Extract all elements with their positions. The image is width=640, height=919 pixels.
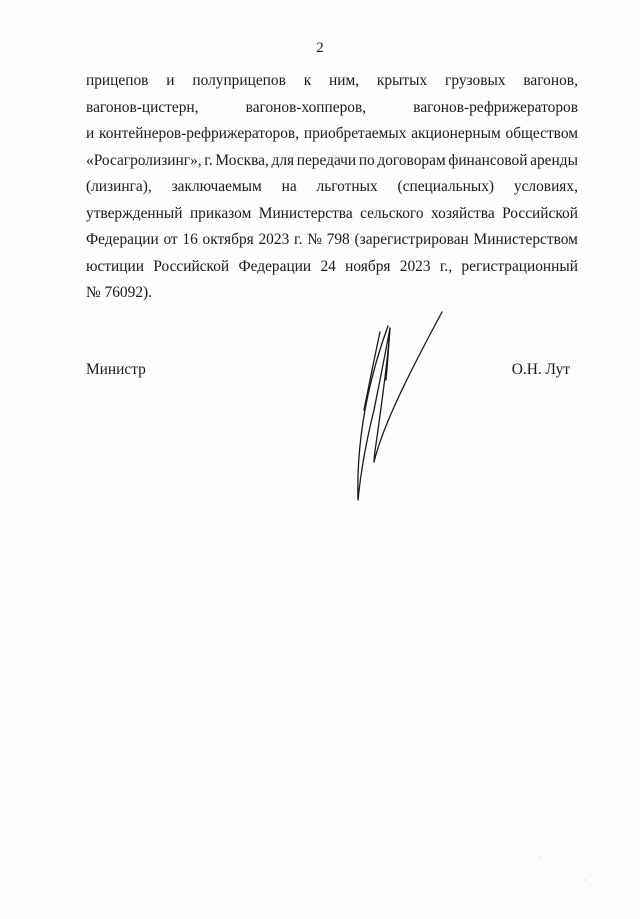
word: 24 [320, 257, 336, 275]
word: по [358, 151, 375, 169]
word: г., [439, 257, 453, 275]
word: и [166, 72, 175, 89]
signatory-name: О.Н. Лут [511, 361, 570, 378]
word: приказом [189, 204, 252, 222]
paragraph-line [86, 201, 578, 228]
paragraph-line [86, 174, 578, 201]
word: регистрационный [461, 257, 578, 275]
word: 16 [182, 231, 198, 248]
signatory-title: Министр [86, 361, 146, 378]
word: (лизинга), [86, 178, 152, 195]
word: вагонов-рефрижераторов [413, 98, 578, 116]
word: договорам [377, 151, 446, 169]
word: прицепов [86, 72, 149, 89]
word: Федерации [238, 257, 312, 275]
word: льготных [316, 178, 378, 195]
word: Министерства [258, 204, 353, 222]
word: утвержденный [86, 204, 183, 222]
word: сельского [360, 204, 424, 222]
word: грузовых [445, 72, 506, 89]
word: к [303, 72, 312, 89]
word: № [307, 231, 322, 248]
word: ним, [329, 72, 360, 89]
word: (специальных) [397, 178, 495, 195]
word: финансовой [448, 151, 528, 169]
word: Федерации [86, 231, 159, 248]
word: вагонов-цистерн, [86, 98, 199, 116]
word: аренды [530, 151, 578, 169]
word: на [281, 178, 297, 195]
word: г. [204, 151, 213, 169]
word: заключаемым [171, 178, 262, 195]
word: 2023 [258, 231, 290, 248]
word: Москва, [215, 151, 269, 169]
body-paragraph [86, 68, 578, 307]
word: акционерным [411, 125, 501, 142]
word: 2023 [399, 257, 431, 275]
word: 798 [326, 231, 350, 248]
word: юстиции [86, 257, 145, 275]
handwritten-signature [330, 310, 460, 510]
page-number: 2 [316, 40, 324, 56]
word: и [86, 125, 95, 142]
word: Российской [502, 204, 578, 222]
word: (зарегистрирован [354, 231, 469, 248]
paragraph-line [86, 95, 578, 122]
word: г. [294, 231, 303, 248]
word: хозяйства [431, 204, 495, 222]
word: ноября [345, 257, 391, 275]
word: «Росагролизинг», [86, 151, 202, 169]
word: октября [202, 231, 254, 248]
paragraph-line [86, 68, 578, 95]
word: для [271, 151, 295, 169]
word: передачи [296, 151, 357, 169]
word: контейнеров-рефрижераторов, [99, 125, 300, 142]
word: Российской [153, 257, 230, 275]
word: Министерством [473, 231, 578, 248]
word: вагонов-хопперов, [245, 98, 367, 116]
word: приобретаемых [303, 125, 407, 142]
paragraph-line [86, 121, 578, 148]
word: крытых [376, 72, 428, 89]
word: полуприцепов [192, 72, 286, 89]
paragraph-line [86, 254, 578, 281]
word: от [163, 231, 178, 248]
paragraph-last-line: № 76092). [86, 284, 152, 301]
word: вагонов, [523, 72, 578, 89]
paragraph-line [86, 227, 578, 254]
word: условиях, [513, 178, 578, 195]
word: обществом [505, 125, 578, 142]
paragraph-line [86, 148, 578, 175]
